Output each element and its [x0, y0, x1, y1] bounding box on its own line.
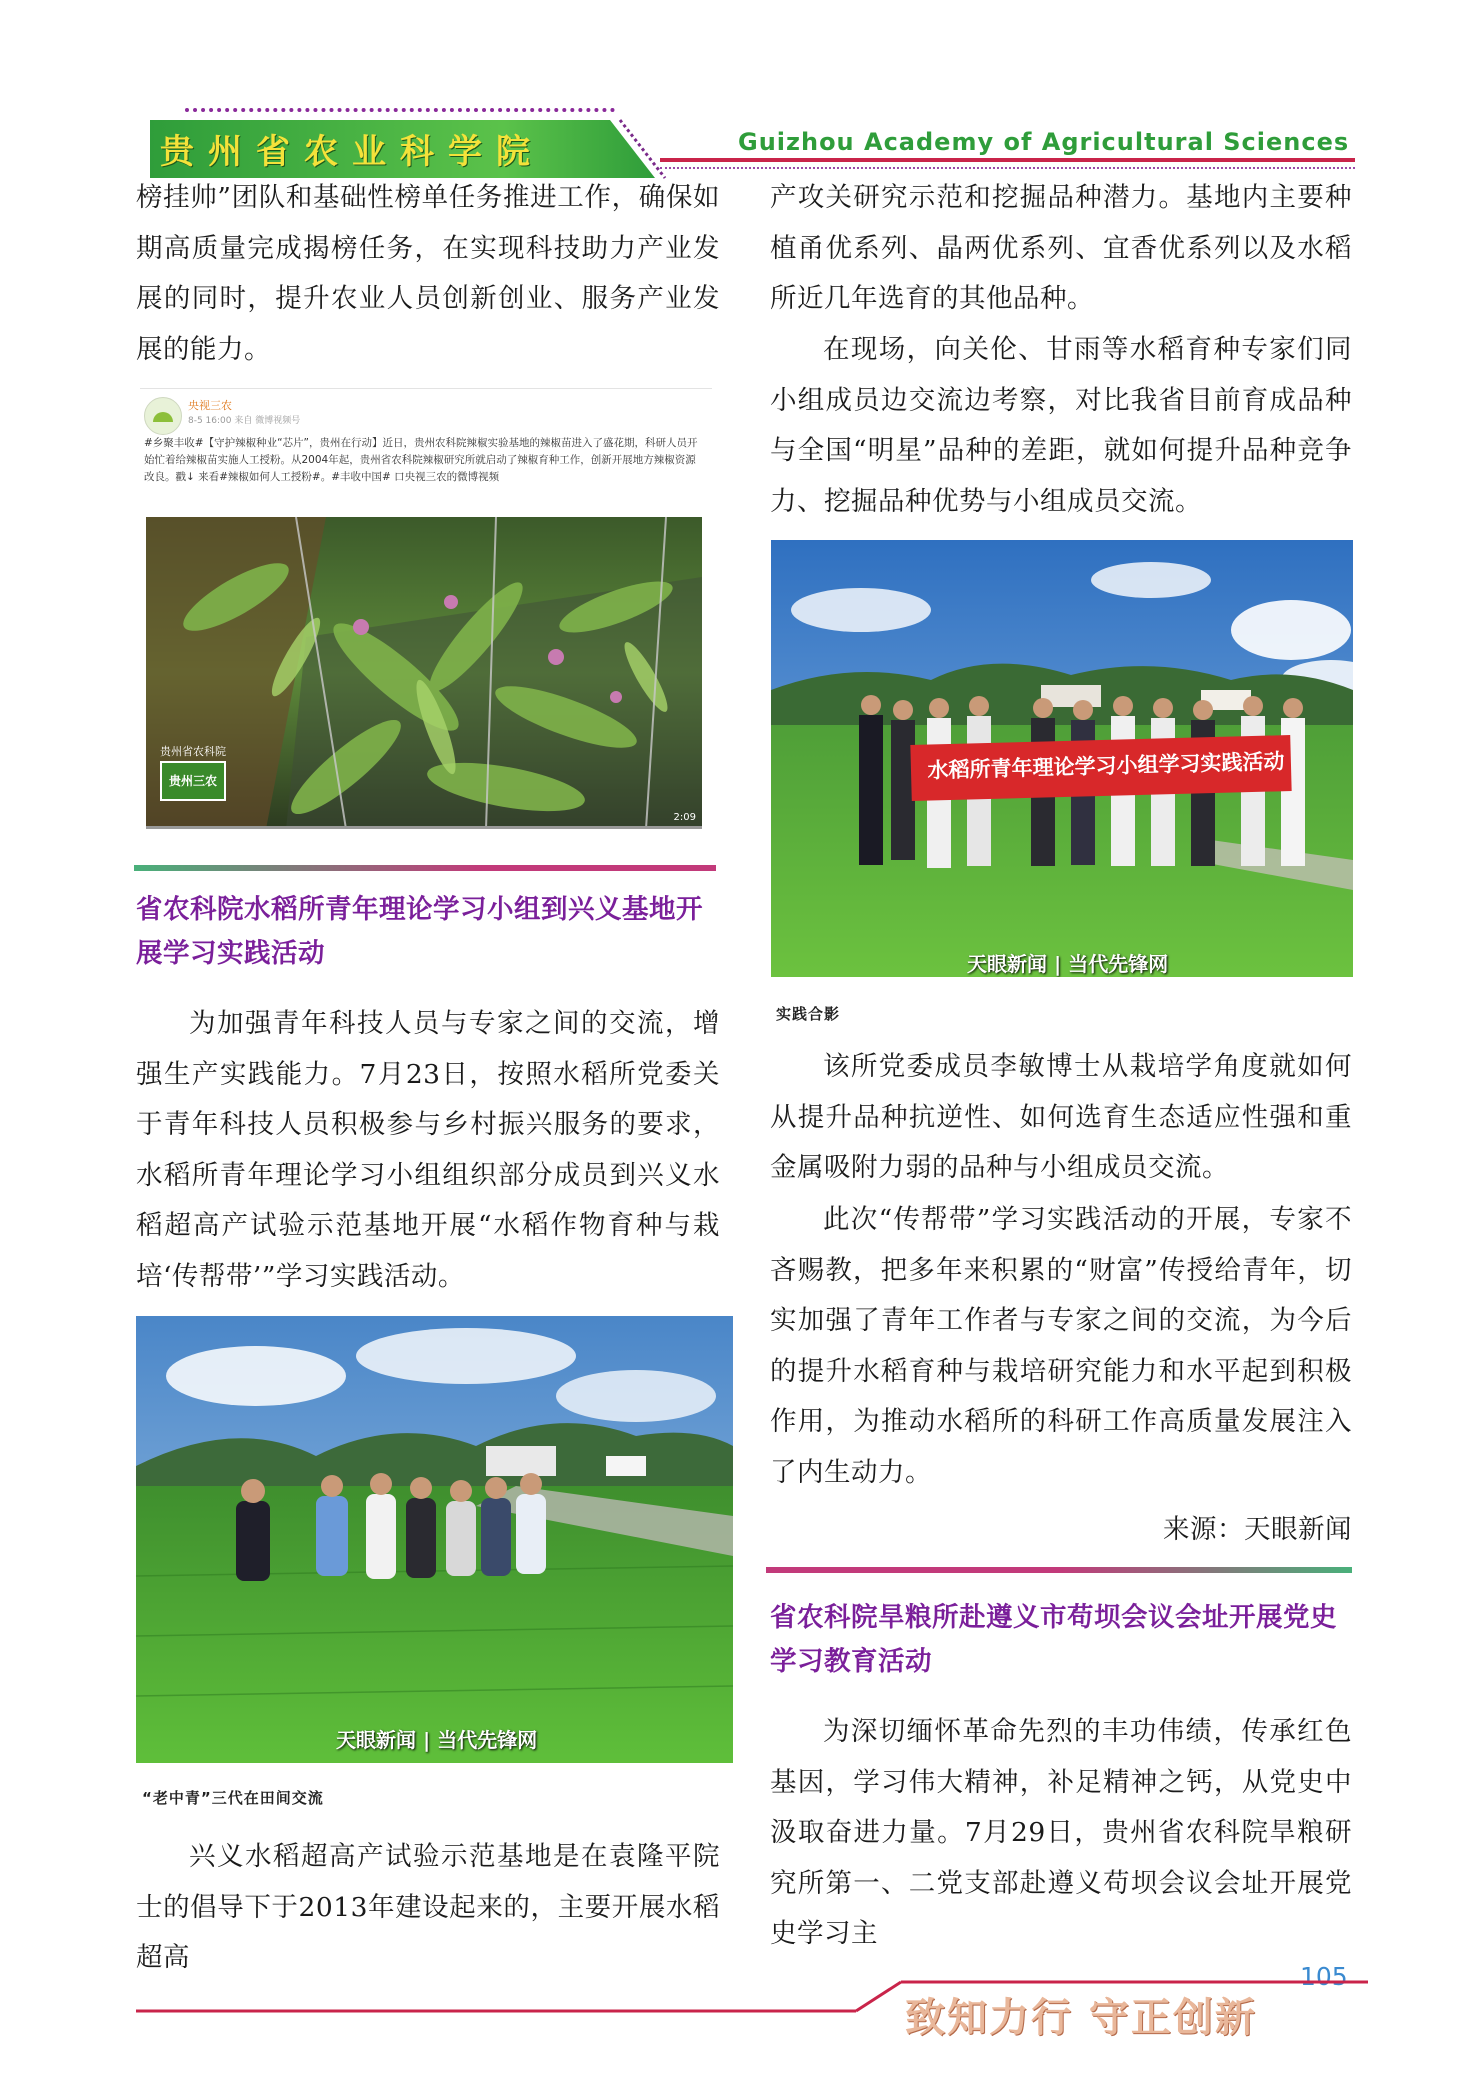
header-red-rule — [660, 158, 1355, 162]
right-section-title: 省农科院旱粮所赴遵义市苟坝会议会址开展党史学习教育活动 — [770, 1602, 1337, 1677]
header-title-en: Guizhou Academy of Agricultural Sciences — [738, 128, 1350, 156]
weibo-account-name[interactable]: 央视三农 — [188, 399, 232, 412]
left-paragraph-1: 为加强青年科技人员与专家之间的交流，增强生产实践能力。7月23日，按照水稻所党委关于青年科技人员积极参与乡村振兴服务的要求，水稻所青年理论学习小组组织部分成员到兴义水稻超高产试验示范基地开展“水稻作物育种与栽培‘传帮带’”学习实践活动。 — [136, 1008, 720, 1292]
left-section-title: 省农科院水稻所青年理论学习小组到兴义基地开展学习实践活动 — [136, 894, 703, 969]
weibo-post-text: #乡聚丰收#【守护辣椒种业“芯片”，贵州在行动】近日，贵州农科院辣椒实验基地的辣椒苗进入了盛花期，科研人员开始忙着给辣椒苗实施人工授粉。从2004年起，贵州省农科院辣椒研究所就启动了辣椒育种工作，创新开展地方辣椒资源改良。戳↓ 来看#辣椒如何人工授粉#。#丰收中国# 口央视三农的微博视频 — [144, 437, 698, 483]
left-intro-block — [136, 173, 720, 375]
group-photo-banner — [771, 540, 1353, 977]
left-para2-block — [136, 1832, 720, 1984]
weibo-video-pepper-plants[interactable] — [146, 517, 702, 829]
left-photo-caption: “老中青”三代在田间交流 — [142, 1789, 324, 1807]
right-photo-caption: 实践合影 — [776, 1005, 841, 1023]
left-intro-paragraph: 榜挂帅”团队和基础性榜单任务推进工作，确保如期高质量完成揭榜任务，在实现科技助力产业发展的同时，提升农业人员创新创业、服务产业发展的能力。 — [136, 182, 720, 365]
header-dotted-rule — [660, 167, 1355, 169]
left-paragraph-2: 兴义水稻超高产试验示范基地是在袁隆平院士的倡导下于2013年建设起来的，主要开展水稻超高 — [136, 1841, 720, 1973]
right-para4-block — [770, 1195, 1352, 1498]
video-duration: 2:09 — [673, 812, 696, 823]
left-photo-watermark: 天眼新闻 | 当代先锋网 — [336, 1728, 538, 1752]
pepper-plants-image — [146, 517, 702, 829]
weibo-card — [140, 388, 712, 829]
field-photo-three-generations — [136, 1316, 733, 1763]
footer-slogan: 致知力行 守正创新 — [905, 1994, 1257, 2041]
video-watermark-small: 贵州省农科院 — [160, 745, 226, 758]
header-title-cn: 贵州省农业科学院 — [160, 132, 544, 172]
page-number: 105 — [1300, 1962, 1348, 1991]
right-para3-block — [770, 1042, 1352, 1194]
right-paragraph-5: 为深切缅怀革命先烈的丰功伟绩，传承红色基因，学习伟大精神，补足精神之钙，从党史中汲取奋进力量。7月29日，贵州省农科院旱粮研究所第一、二党支部赴遵义苟坝会议会址开展党史学习主 — [770, 1716, 1352, 1949]
right-photo-watermark: 天眼新闻 | 当代先锋网 — [967, 952, 1169, 976]
source-credit: 来源：天眼新闻 — [1163, 1514, 1352, 1545]
right-paragraph-4: 此次“传帮带”学习实践活动的开展，专家不吝赐教，把多年来积累的“财富”传授给青年，切实加强了青年工作者与专家之间的交流，为今后的提升水稻育种与栽培研究能力和水平起到积极作用，为推动水稻所的科研工作高质量发展注入了内生动力。 — [770, 1204, 1352, 1488]
left-section-separator — [134, 865, 716, 871]
video-badge: 贵州三农 — [160, 761, 226, 801]
right-source-block — [770, 1505, 1352, 1556]
left-para1-block — [136, 999, 720, 1302]
left-section-heading-block — [136, 888, 726, 976]
right-paragraph-2: 在现场，向关伦、甘雨等水稻育种专家们同小组成员边交流边考察，对比我省目前育成品种与全国“明星”品种的差距，就如何提升品种竞争力、挖掘品种优势与小组成员交流。 — [770, 334, 1352, 517]
right-para2-block — [770, 325, 1352, 527]
weibo-avatar — [144, 397, 182, 435]
weibo-meta: 8-5 16:00 来自 微博视频号 — [188, 416, 301, 426]
right-section-heading-block — [770, 1596, 1360, 1684]
field-photo-image — [136, 1316, 733, 1763]
video-progress-track[interactable] — [146, 826, 702, 829]
right-para1-block — [770, 173, 1352, 325]
right-paragraph-3: 该所党委成员李敏博士从栽培学角度就如何从提升品种抗逆性、如何选育生态适应性强和重金属吸附力弱的品种与小组成员交流。 — [770, 1051, 1352, 1183]
group-photo-banner-text: 水稻所青年理论学习小组学习实践活动 — [927, 749, 1285, 783]
right-section-separator — [766, 1567, 1352, 1573]
right-paragraph-1: 产攻关研究示范和挖掘品种潜力。基地内主要种植甬优系列、晶两优系列、宜香优系列以及水稻所近几年选育的其他品种。 — [770, 182, 1352, 314]
right-para5-block — [770, 1707, 1352, 1960]
